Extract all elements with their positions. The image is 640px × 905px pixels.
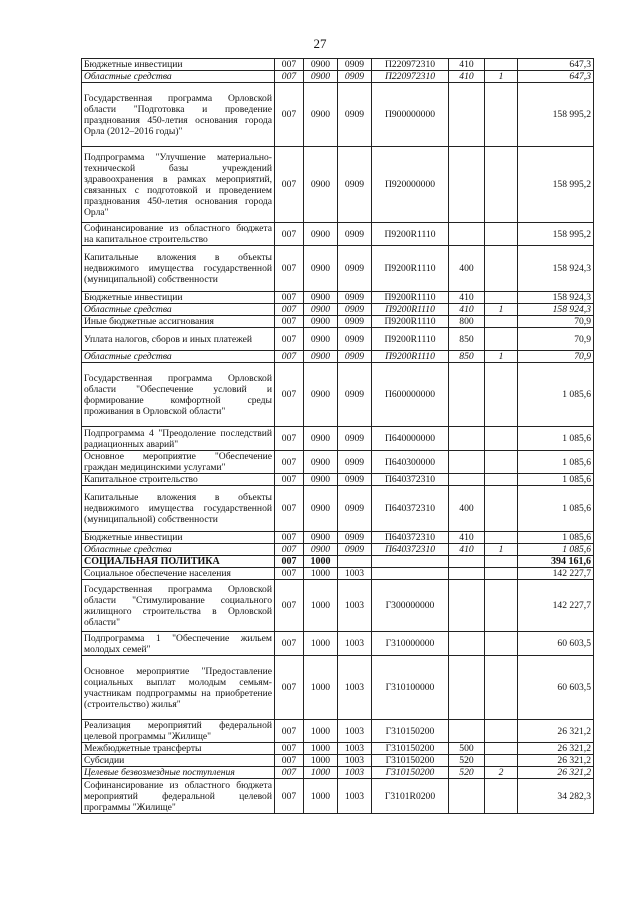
cell-expense-type: 520	[449, 755, 485, 767]
cell-funding-source	[485, 532, 518, 544]
cell-target-article: П220972310	[372, 59, 449, 71]
cell-expense-type: 410	[449, 71, 485, 83]
cell-ministry-code: 007	[275, 755, 304, 767]
table-row	[82, 59, 594, 71]
table-row	[82, 556, 594, 568]
cell-target-article: П9200R1110	[372, 316, 449, 328]
cell-name: Подпрограмма 1 "Обеспечение жильем молодых семей"	[82, 632, 275, 656]
cell-name: Софинансирование из областного бюджета на капитальное строительство	[82, 223, 275, 246]
cell-amount: 1 085,6	[518, 544, 594, 556]
cell-subsection-code: 0909	[338, 532, 372, 544]
cell-section-code: 1000	[304, 556, 338, 568]
cell-subsection-code: 0909	[338, 363, 372, 427]
cell-expense-type	[449, 779, 485, 814]
cell-expense-type: 410	[449, 544, 485, 556]
cell-expense-type	[449, 451, 485, 474]
cell-amount: 1 085,6	[518, 474, 594, 486]
cell-subsection-code: 0909	[338, 544, 372, 556]
cell-section-code: 0900	[304, 59, 338, 71]
cell-name: Государственная программа Орловской области "Стимулирование социального жилищного строительства в Орловской области"	[82, 580, 275, 632]
cell-funding-source	[485, 755, 518, 767]
cell-name: Бюджетные инвестиции	[82, 292, 275, 304]
cell-target-article: П640372310	[372, 544, 449, 556]
cell-amount: 1 085,6	[518, 363, 594, 427]
cell-target-article: П9200R1110	[372, 328, 449, 351]
cell-name: Бюджетные инвестиции	[82, 59, 275, 71]
cell-expense-type	[449, 427, 485, 451]
cell-target-article: П9200R1110	[372, 246, 449, 292]
table-row	[82, 246, 594, 292]
cell-amount: 158 924,3	[518, 246, 594, 292]
cell-target-article: Г310000000	[372, 632, 449, 656]
table-row	[82, 532, 594, 544]
cell-expense-type: 800	[449, 316, 485, 328]
cell-name: Государственная программа Орловской области "Подготовка и проведение празднования 450-летия основания города Орла (2012–2016 годы)"	[82, 83, 275, 147]
table-row	[82, 486, 594, 532]
cell-ministry-code: 007	[275, 59, 304, 71]
cell-section-code: 0900	[304, 532, 338, 544]
cell-section-code: 0900	[304, 71, 338, 83]
cell-funding-source	[485, 451, 518, 474]
cell-subsection-code: 0909	[338, 71, 372, 83]
cell-expense-type	[449, 568, 485, 580]
cell-target-article: П220972310	[372, 71, 449, 83]
cell-name: Подпрограмма 4 "Преодоление последствий радиационных аварий"	[82, 427, 275, 451]
cell-funding-source	[485, 316, 518, 328]
cell-funding-source	[485, 363, 518, 427]
table-row	[82, 743, 594, 755]
cell-section-code: 1000	[304, 580, 338, 632]
cell-ministry-code: 007	[275, 351, 304, 363]
cell-amount: 1 085,6	[518, 486, 594, 532]
cell-amount: 60 603,5	[518, 656, 594, 720]
cell-name: Областные средства	[82, 351, 275, 363]
cell-funding-source	[485, 580, 518, 632]
cell-ministry-code: 007	[275, 720, 304, 743]
cell-expense-type	[449, 223, 485, 246]
cell-section-code: 0900	[304, 223, 338, 246]
cell-ministry-code: 007	[275, 632, 304, 656]
table-row	[82, 474, 594, 486]
cell-subsection-code: 0909	[338, 486, 372, 532]
cell-name: Областные средства	[82, 544, 275, 556]
cell-section-code: 1000	[304, 779, 338, 814]
cell-subsection-code: 1003	[338, 632, 372, 656]
cell-amount: 158 995,2	[518, 223, 594, 246]
cell-amount: 70,9	[518, 328, 594, 351]
cell-funding-source	[485, 720, 518, 743]
cell-subsection-code: 0909	[338, 147, 372, 223]
cell-subsection-code: 1003	[338, 580, 372, 632]
cell-amount: 647,3	[518, 59, 594, 71]
cell-ministry-code: 007	[275, 779, 304, 814]
table-row	[82, 720, 594, 743]
cell-expense-type	[449, 83, 485, 147]
cell-amount: 1 085,6	[518, 532, 594, 544]
cell-ministry-code: 007	[275, 532, 304, 544]
cell-target-article: Г310150200	[372, 743, 449, 755]
cell-amount: 142 227,7	[518, 568, 594, 580]
cell-target-article	[372, 568, 449, 580]
table-row	[82, 568, 594, 580]
cell-section-code: 0900	[304, 544, 338, 556]
cell-section-code: 1000	[304, 767, 338, 779]
cell-expense-type: 850	[449, 351, 485, 363]
table-row	[82, 71, 594, 83]
cell-ministry-code: 007	[275, 743, 304, 755]
cell-amount: 647,3	[518, 71, 594, 83]
cell-section-code: 0900	[304, 427, 338, 451]
cell-subsection-code: 1003	[338, 743, 372, 755]
cell-target-article: П900000000	[372, 83, 449, 147]
table-row	[82, 292, 594, 304]
table-row	[82, 580, 594, 632]
cell-funding-source	[485, 632, 518, 656]
cell-expense-type: 410	[449, 59, 485, 71]
cell-ministry-code: 007	[275, 568, 304, 580]
cell-amount: 1 085,6	[518, 451, 594, 474]
cell-ministry-code: 007	[275, 427, 304, 451]
cell-funding-source	[485, 246, 518, 292]
cell-subsection-code: 0909	[338, 223, 372, 246]
cell-subsection-code: 1003	[338, 568, 372, 580]
cell-amount: 26 321,2	[518, 743, 594, 755]
cell-target-article: П640372310	[372, 532, 449, 544]
cell-name: Основное мероприятие "Обеспечение граждан медицинскими услугами"	[82, 451, 275, 474]
cell-subsection-code: 0909	[338, 83, 372, 147]
cell-name: Основное мероприятие "Предоставление социальных выплат молодым семьям-участникам подпрограммы на приобретение (строительство) жилья"	[82, 656, 275, 720]
table-row	[82, 363, 594, 427]
cell-name: Государственная программа Орловской области "Обеспечение условий и формирование комфортной среды проживания в Орловской области"	[82, 363, 275, 427]
cell-ministry-code: 007	[275, 71, 304, 83]
cell-target-article: П9200R1110	[372, 223, 449, 246]
cell-funding-source	[485, 292, 518, 304]
cell-subsection-code: 0909	[338, 451, 372, 474]
cell-name: Межбюджетные трансферты	[82, 743, 275, 755]
cell-amount: 158 995,2	[518, 83, 594, 147]
cell-name: Капитальное строительство	[82, 474, 275, 486]
cell-target-article: Г310150200	[372, 720, 449, 743]
table-row	[82, 779, 594, 814]
cell-subsection-code: 1003	[338, 779, 372, 814]
cell-name: Софинансирование из областного бюджета мероприятий федеральной целевой программы "Жилище"	[82, 779, 275, 814]
cell-target-article: П600000000	[372, 363, 449, 427]
cell-ministry-code: 007	[275, 316, 304, 328]
page-number: 27	[313, 36, 327, 51]
cell-subsection-code: 0909	[338, 246, 372, 292]
cell-section-code: 1000	[304, 743, 338, 755]
cell-expense-type: 400	[449, 486, 485, 532]
cell-name: Социальное обеспечение населения	[82, 568, 275, 580]
cell-section-code: 0900	[304, 292, 338, 304]
table-row	[82, 427, 594, 451]
cell-section-code: 0900	[304, 246, 338, 292]
cell-expense-type	[449, 656, 485, 720]
cell-section-code: 1000	[304, 568, 338, 580]
cell-funding-source: 1	[485, 544, 518, 556]
cell-expense-type: 850	[449, 328, 485, 351]
cell-target-article: П640372310	[372, 486, 449, 532]
cell-section-code: 0900	[304, 451, 338, 474]
cell-target-article: П920000000	[372, 147, 449, 223]
cell-funding-source	[485, 568, 518, 580]
cell-expense-type	[449, 363, 485, 427]
cell-section-code: 1000	[304, 720, 338, 743]
cell-target-article	[372, 556, 449, 568]
cell-amount: 26 321,2	[518, 755, 594, 767]
cell-ministry-code: 007	[275, 486, 304, 532]
cell-funding-source	[485, 59, 518, 71]
cell-expense-type	[449, 580, 485, 632]
table-row	[82, 328, 594, 351]
cell-amount: 142 227,7	[518, 580, 594, 632]
cell-subsection-code: 1003	[338, 720, 372, 743]
cell-expense-type: 400	[449, 246, 485, 292]
cell-funding-source	[485, 147, 518, 223]
cell-section-code: 1000	[304, 656, 338, 720]
cell-ministry-code: 007	[275, 767, 304, 779]
cell-section-code: 1000	[304, 632, 338, 656]
cell-target-article: Г3101R0200	[372, 779, 449, 814]
cell-ministry-code: 007	[275, 556, 304, 568]
cell-section-code: 0900	[304, 83, 338, 147]
cell-expense-type	[449, 474, 485, 486]
cell-subsection-code: 0909	[338, 59, 372, 71]
table-row	[82, 451, 594, 474]
table-row	[82, 656, 594, 720]
cell-name: Уплата налогов, сборов и иных платежей	[82, 328, 275, 351]
cell-target-article: Г310150200	[372, 755, 449, 767]
cell-amount: 158 924,3	[518, 304, 594, 316]
cell-amount: 158 924,3	[518, 292, 594, 304]
cell-name: Бюджетные инвестиции	[82, 532, 275, 544]
cell-expense-type	[449, 556, 485, 568]
cell-subsection-code: 0909	[338, 316, 372, 328]
cell-funding-source: 1	[485, 351, 518, 363]
cell-amount: 26 321,2	[518, 720, 594, 743]
cell-ministry-code: 007	[275, 544, 304, 556]
cell-section-code: 0900	[304, 363, 338, 427]
cell-target-article: П9200R1110	[372, 292, 449, 304]
cell-amount: 26 321,2	[518, 767, 594, 779]
cell-funding-source: 1	[485, 304, 518, 316]
table-row	[82, 304, 594, 316]
cell-section-code: 0900	[304, 486, 338, 532]
cell-name: Капитальные вложения в объекты недвижимого имущества государственной (муниципальной) собственности	[82, 246, 275, 292]
table-row	[82, 316, 594, 328]
budget-table	[81, 58, 594, 814]
cell-funding-source	[485, 556, 518, 568]
table-row	[82, 767, 594, 779]
cell-ministry-code: 007	[275, 328, 304, 351]
cell-expense-type: 410	[449, 292, 485, 304]
cell-expense-type	[449, 147, 485, 223]
table-row	[82, 544, 594, 556]
cell-target-article: П9200R1110	[372, 351, 449, 363]
cell-funding-source: 1	[485, 71, 518, 83]
table-row	[82, 632, 594, 656]
cell-subsection-code: 0909	[338, 351, 372, 363]
cell-target-article: Г310100000	[372, 656, 449, 720]
cell-ministry-code: 007	[275, 304, 304, 316]
cell-section-code: 1000	[304, 755, 338, 767]
cell-expense-type: 500	[449, 743, 485, 755]
cell-target-article: П640300000	[372, 451, 449, 474]
cell-amount: 70,9	[518, 316, 594, 328]
cell-section-code: 0900	[304, 474, 338, 486]
cell-expense-type	[449, 632, 485, 656]
cell-name: Областные средства	[82, 71, 275, 83]
cell-name: СОЦИАЛЬНАЯ ПОЛИТИКА	[82, 556, 275, 568]
cell-subsection-code: 1003	[338, 656, 372, 720]
cell-funding-source	[485, 779, 518, 814]
cell-name: Субсидии	[82, 755, 275, 767]
cell-expense-type: 520	[449, 767, 485, 779]
cell-subsection-code: 1003	[338, 767, 372, 779]
cell-ministry-code: 007	[275, 83, 304, 147]
table-row	[82, 351, 594, 363]
cell-expense-type: 410	[449, 304, 485, 316]
cell-expense-type: 410	[449, 532, 485, 544]
cell-ministry-code: 007	[275, 451, 304, 474]
cell-funding-source	[485, 328, 518, 351]
table-row	[82, 83, 594, 147]
cell-ministry-code: 007	[275, 363, 304, 427]
cell-subsection-code: 0909	[338, 292, 372, 304]
cell-subsection-code: 0909	[338, 304, 372, 316]
cell-section-code: 0900	[304, 147, 338, 223]
cell-amount: 34 282,3	[518, 779, 594, 814]
cell-amount: 60 603,5	[518, 632, 594, 656]
cell-name: Реализация мероприятий федеральной целевой программы "Жилище"	[82, 720, 275, 743]
cell-subsection-code: 0909	[338, 328, 372, 351]
budget-table-body	[82, 59, 594, 814]
cell-funding-source	[485, 656, 518, 720]
cell-target-article: П9200R1110	[372, 304, 449, 316]
cell-amount: 1 085,6	[518, 427, 594, 451]
cell-funding-source	[485, 83, 518, 147]
cell-ministry-code: 007	[275, 246, 304, 292]
cell-name: Целевые безвозмездные поступления	[82, 767, 275, 779]
cell-funding-source	[485, 427, 518, 451]
cell-target-article: П640372310	[372, 474, 449, 486]
cell-funding-source	[485, 743, 518, 755]
cell-subsection-code: 1003	[338, 755, 372, 767]
cell-section-code: 0900	[304, 328, 338, 351]
cell-target-article: Г310150200	[372, 767, 449, 779]
cell-amount: 394 161,6	[518, 556, 594, 568]
cell-name: Областные средства	[82, 304, 275, 316]
cell-subsection-code	[338, 556, 372, 568]
cell-subsection-code: 0909	[338, 427, 372, 451]
cell-funding-source	[485, 223, 518, 246]
cell-amount: 70,9	[518, 351, 594, 363]
cell-ministry-code: 007	[275, 580, 304, 632]
cell-ministry-code: 007	[275, 292, 304, 304]
cell-name: Подпрограмма "Улучшение материально-технической базы учреждений здравоохранения в рамках мероприятий, связанных с подготовкой и проведением празднования 450-летия основания города Орла"	[82, 147, 275, 223]
cell-name: Иные бюджетные ассигнования	[82, 316, 275, 328]
cell-funding-source	[485, 486, 518, 532]
table-row	[82, 147, 594, 223]
cell-funding-source	[485, 474, 518, 486]
cell-section-code: 0900	[304, 351, 338, 363]
cell-section-code: 0900	[304, 316, 338, 328]
cell-target-article: П640000000	[372, 427, 449, 451]
cell-amount: 158 995,2	[518, 147, 594, 223]
cell-expense-type	[449, 720, 485, 743]
table-row	[82, 755, 594, 767]
cell-section-code: 0900	[304, 304, 338, 316]
cell-ministry-code: 007	[275, 656, 304, 720]
cell-subsection-code: 0909	[338, 474, 372, 486]
cell-ministry-code: 007	[275, 147, 304, 223]
cell-ministry-code: 007	[275, 223, 304, 246]
cell-funding-source: 2	[485, 767, 518, 779]
cell-ministry-code: 007	[275, 474, 304, 486]
table-row	[82, 223, 594, 246]
cell-name: Капитальные вложения в объекты недвижимого имущества государственной (муниципальной) собственности	[82, 486, 275, 532]
cell-target-article: Г300000000	[372, 580, 449, 632]
